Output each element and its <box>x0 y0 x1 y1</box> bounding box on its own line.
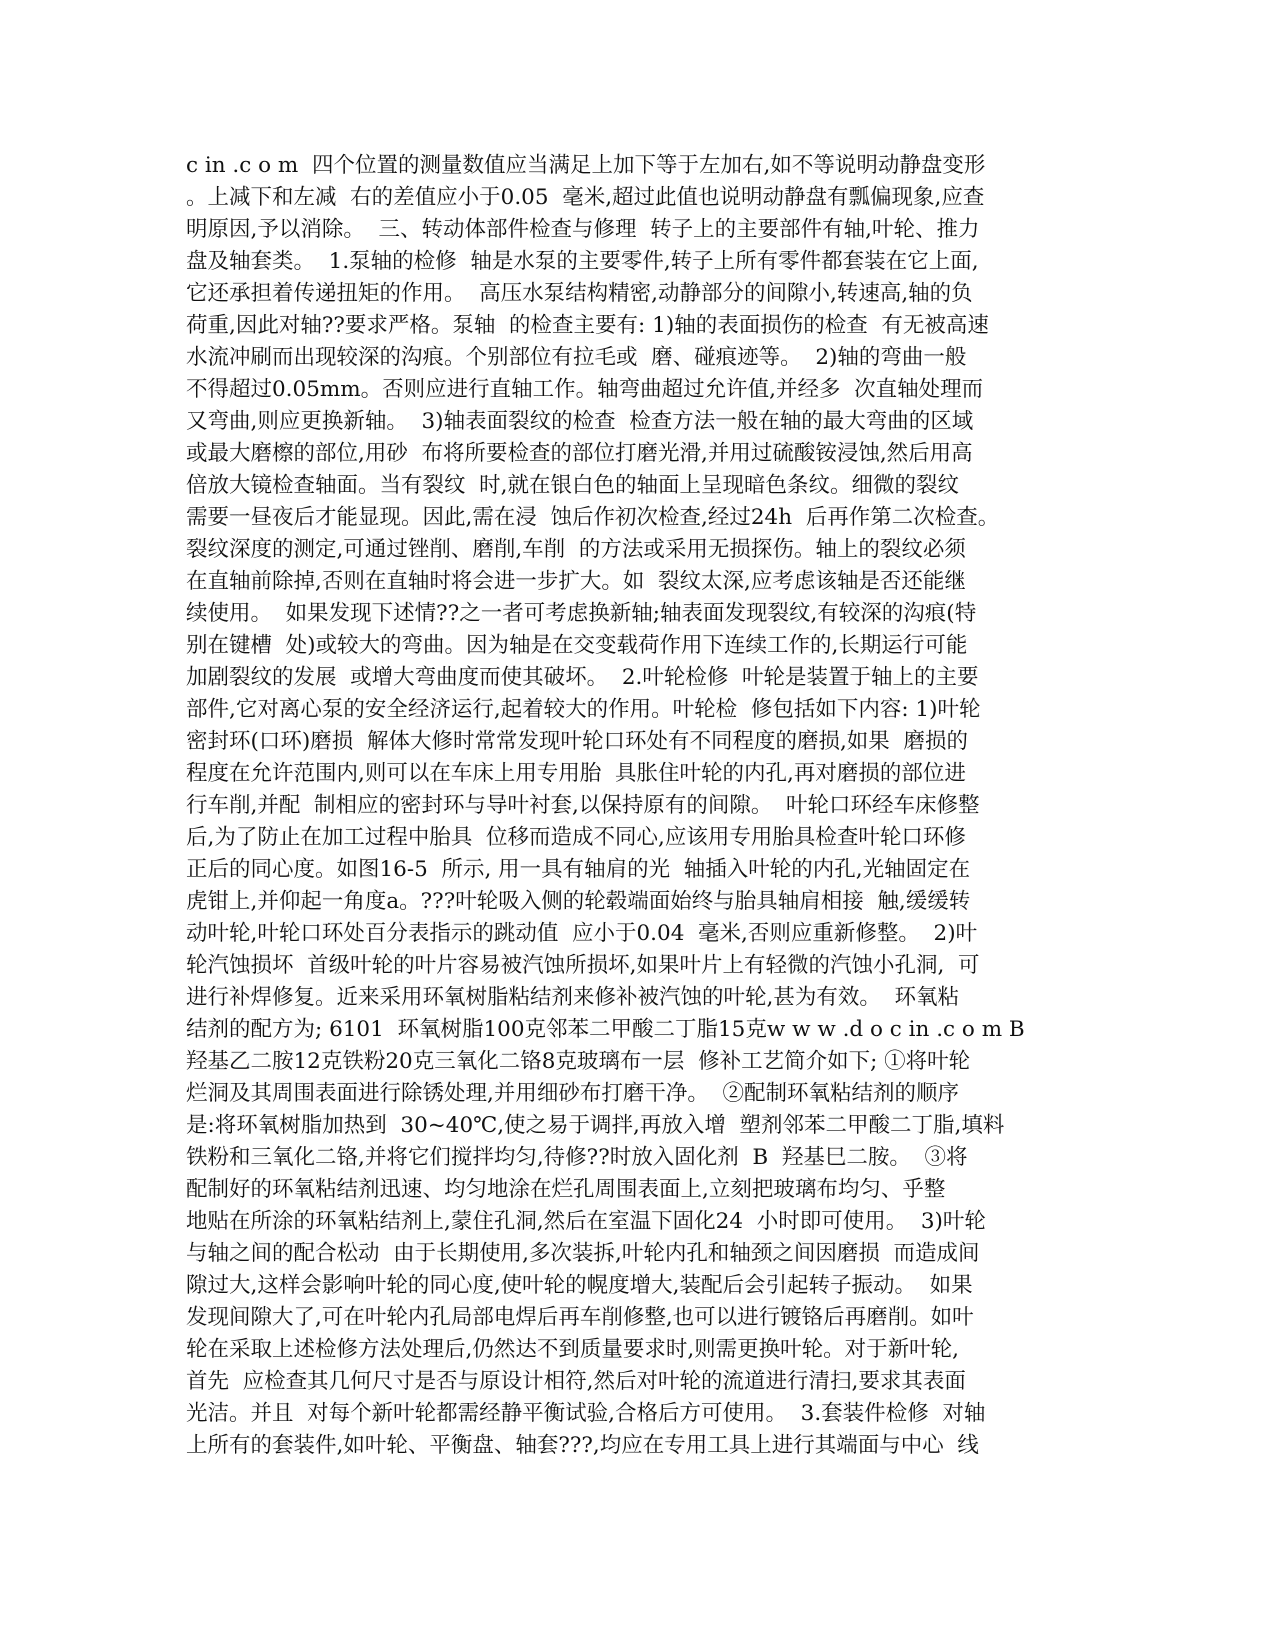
text-line: 进行补焊修复。近来采用环氧树脂粘结剂来修补被汽蚀的叶轮,甚为有效。 环氧粘 <box>186 985 960 1010</box>
text-line: 虎钳上,并仰起一角度a。???叶轮吸入侧的轮毂端面始终与胎具轴肩相接 触,缓缓转 <box>186 889 971 914</box>
text-line: 密封环(口环)磨损 解体大修时常常发现叶轮口环处有不同程度的磨损,如果 磨损的 <box>186 729 968 754</box>
text-line: 或最大磨檫的部位,用砂 布将所要检查的部位打磨光滑,并用过硫酸铵浸蚀,然后用高 <box>186 441 973 466</box>
text-line: 程度在允许范围内,则可以在车床上用专用胎 具胀住叶轮的内孔,再对磨损的部位进 <box>186 761 966 786</box>
text-line: 明原因,予以消除。 三、转动体部件检查与修理 转子上的主要部件有轴,叶轮、推力 <box>186 217 980 242</box>
text-line: 别在键槽 处)或较大的弯曲。因为轴是在交变载荷作用下连续工作的,长期运行可能 <box>186 633 968 658</box>
text-line: 地贴在所涂的环氧粘结剂上,蒙住孔洞,然后在室温下固化24 小时即可使用。 3)叶轮 <box>186 1209 986 1234</box>
text-line: 部件,它对离心泵的安全经济运行,起着较大的作用。叶轮检 修包括如下内容: 1)叶轮 <box>186 697 981 722</box>
text-line: 裂纹深度的测定,可通过锉削、磨削,车削 的方法或采用无损探伤。轴上的裂纹必须 <box>186 537 966 562</box>
text-line: 它还承担着传递扭矩的作用。 高压水泵结构精密,动静部分的间隙小,转速高,轴的负 <box>186 281 973 306</box>
text-line: 正后的同心度。如图16-5 所示, 用一具有轴肩的光 轴插入叶轮的内孔,光轴固定在 <box>186 857 971 882</box>
text-line: 又弯曲,则应更换新轴。 3)轴表面裂纹的检查 检查方法一般在轴的最大弯曲的区域 <box>186 409 974 434</box>
text-line: 结剂的配方为; 6101 环氧树脂100克邻苯二甲酸二丁脂15克w w w .d o c in .c o m B <box>186 1017 1025 1042</box>
text-line: 轮汽蚀损坏 首级叶轮的叶片容易被汽蚀所损坏,如果叶片上有轻微的汽蚀小孔洞, 可 <box>186 953 980 978</box>
text-line: 不得超过0.05mm。否则应进行直轴工作。轴弯曲超过允许值,并经多 次直轴处理而 <box>186 377 984 402</box>
text-line: c in .c o m 四个位置的测量数值应当满足上加下等于左加右,如不等说明动静盘变形 <box>186 153 986 178</box>
text-line: 需要一昼夜后才能显现。因此,需在浸 蚀后作初次检查,经过24h 后再作第二次检查。 <box>186 505 1000 530</box>
text-line: 加剧裂纹的发展 或增大弯曲度而使其破坏。 2.叶轮检修 叶轮是装置于轴上的主要 <box>186 665 979 690</box>
text-line: 续使用。 如果发现下述情??之一者可考虑换新轴;轴表面发现裂纹,有较深的沟痕(特 <box>186 601 977 626</box>
text-line: 首先 应检查其几何尺寸是否与原设计相符,然后对叶轮的流道进行清扫,要求其表面 <box>186 1369 966 1394</box>
text-line: 羟基乙二胺12克铁粉20克三氧化二铬8克玻璃布一层 修补工艺简介如下; ①将叶轮 <box>186 1049 971 1074</box>
text-line: 上所有的套装件,如叶轮、平衡盘、轴套???,均应在专用工具上进行其端面与中心 线 <box>186 1433 979 1458</box>
text-line: 水流冲刷而出现较深的沟痕。个别部位有拉毛或 磨、碰痕迹等。 2)轴的弯曲一般 <box>186 345 967 370</box>
text-line: 铁粉和三氧化二铬,并将它们搅拌均匀,待修??时放入固化剂 B 羟基巳二胺。 ③将 <box>186 1145 968 1170</box>
text-line: 倍放大镜检查轴面。当有裂纹 时,就在银白色的轴面上呈现暗色条纹。细微的裂纹 <box>186 473 960 498</box>
text-line: 。上减下和左减 右的差值应小于0.05 毫米,超过此值也说明动静盘有瓢偏现象,应查 <box>186 185 985 210</box>
text-line: 在直轴前除掉,否则在直轴时将会进一步扩大。如 裂纹太深,应考虑该轴是否还能继 <box>186 569 966 594</box>
text-line: 发现间隙大了,可在叶轮内孔局部电焊后再车削修整,也可以进行镀铬后再磨削。如叶 <box>186 1305 974 1330</box>
text-line: 与轴之间的配合松动 由于长期使用,多次装拆,叶轮内孔和轴颈之间因磨损 而造成间 <box>186 1241 980 1266</box>
text-line: 荷重,因此对轴??要求严格。泵轴 的检查主要有: 1)轴的表面损伤的检查 有无被高速 <box>186 313 989 338</box>
text-line: 是:将环氧树脂加热到 30~40℃,使之易于调拌,再放入增 塑剂邻苯二甲酸二丁脂,填料 <box>186 1113 1005 1138</box>
text-line: 行车削,并配 制相应的密封环与导叶衬套,以保持原有的间隙。 叶轮口环经车床修整 <box>186 793 980 818</box>
text-line: 隙过大,这样会影响叶轮的同心度,使叶轮的幌度增大,装配后会引起转子振动。 如果 <box>186 1273 973 1298</box>
body-text <box>186 150 1086 1462</box>
text-line: 轮在采取上述检修方法处理后,仍然达不到质量要求时,则需更换叶轮。对于新叶轮, <box>186 1337 960 1362</box>
text-line: 光洁。并且 对每个新叶轮都需经静平衡试验,合格后方可使用。 3.套装件检修 对轴 <box>186 1401 986 1426</box>
text-line: 动叶轮,叶轮口环处百分表指示的跳动值 应小于0.04 毫米,否则应重新修整。 2)叶 <box>186 921 978 946</box>
text-line: 盘及轴套类。 1.泵轴的检修 轴是水泵的主要零件,转子上所有零件都套装在它上面, <box>186 249 979 274</box>
text-line: 烂洞及其周围表面进行除锈处理,并用细砂布打磨干净。 ②配制环氧粘结剂的顺序 <box>186 1081 960 1106</box>
text-line: 后,为了防止在加工过程中胎具 位移而造成不同心,应该用专用胎具检查叶轮口环修 <box>186 825 966 850</box>
text-line: 配制好的环氧粘结剂迅速、均匀地涂在烂孔周围表面上,立刻把玻璃布均匀、乎整 <box>186 1177 946 1202</box>
